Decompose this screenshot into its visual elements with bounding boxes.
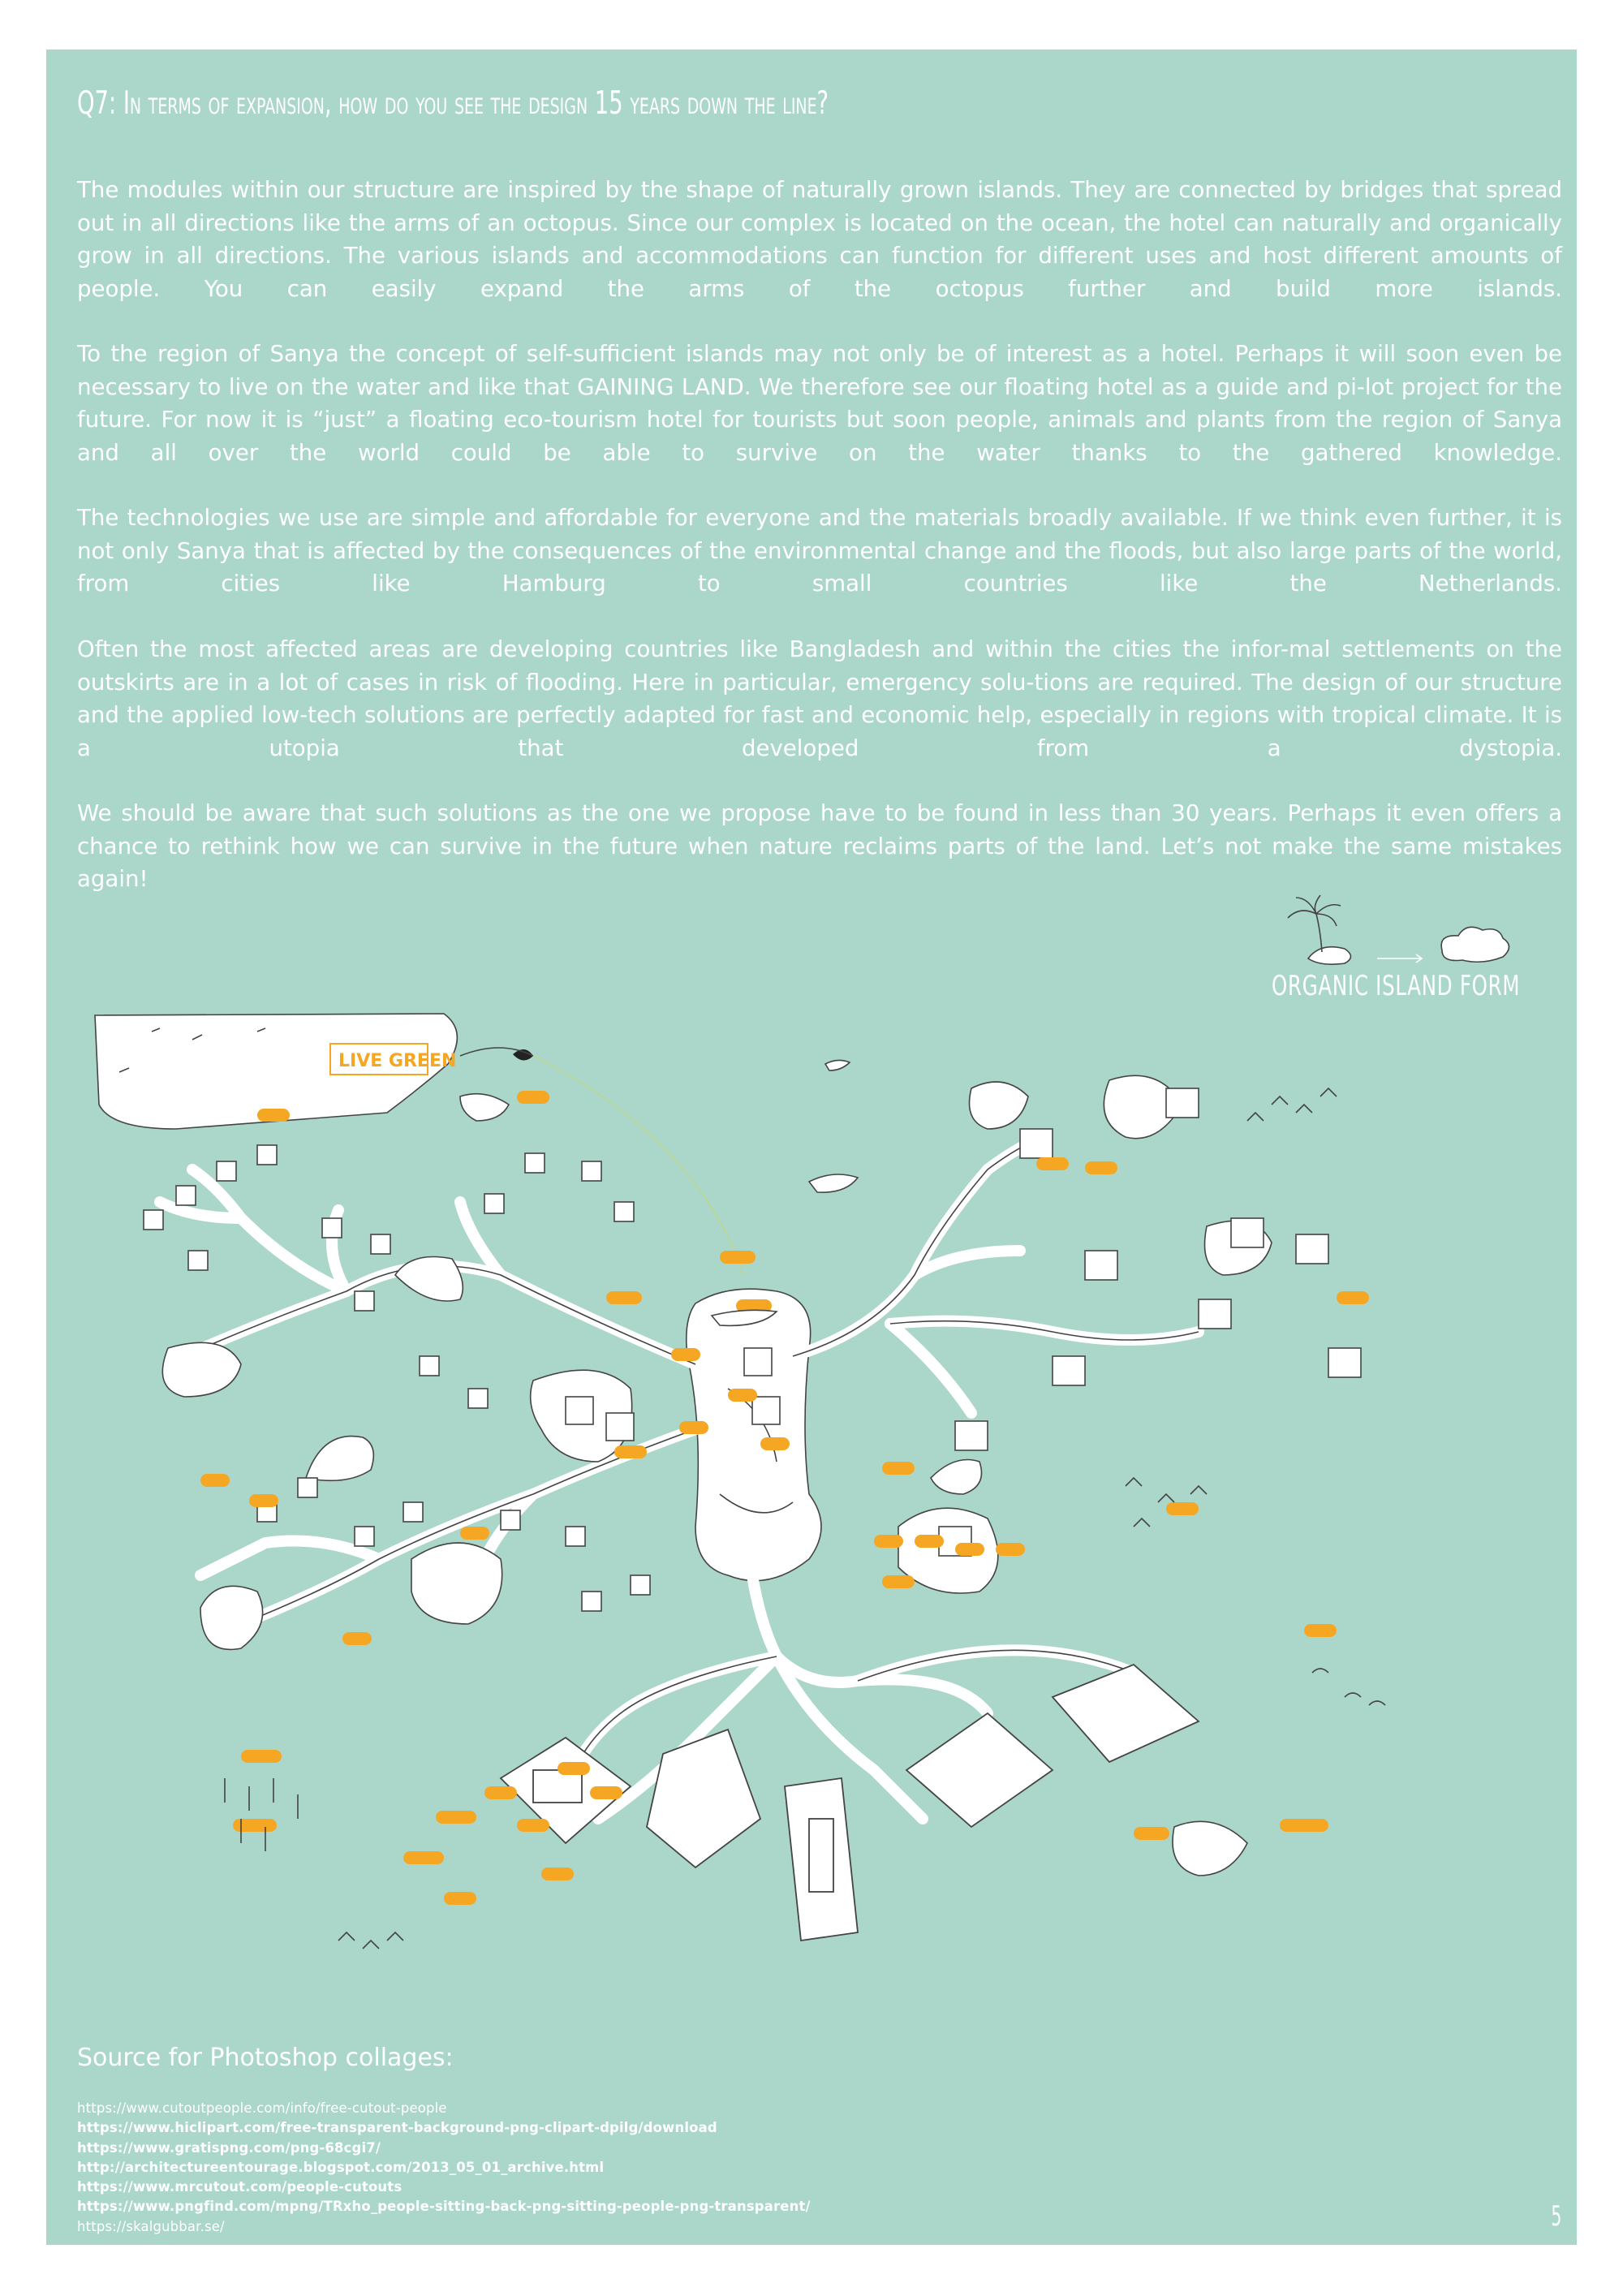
paragraph-1: The modules within our structure are inspired by the shape of naturally grown islands. They are connected by bridges that spread out in all directions like the arms of an octopus. Since our complex is located on the ocean, the hotel can naturally and organically grow in all directions. The various islands and accommodations can function for different uses and host different amounts of people. You can easily expand the arms of the octopus further and build more islands. [77,176,1562,302]
diagram-caption: ORGANIC ISLAND FORM [1272,970,1521,1002]
organic-shape-icon [1441,927,1509,962]
source-link[interactable]: https://www.mrcutout.com/people-cutouts [77,2179,403,2195]
paragraph-3: The technologies we use are simple and affordable for everyone and the materials broadly available. If we think even further, it is not only Sanya that is affected by the consequences of the environmental change and the floods, but also large parts of the world, from cities like Hamburg to small countries like the Netherlands. [77,504,1562,597]
page-panel [46,50,1577,2245]
paragraph-2: To the region of Sanya the concept of self-sufficient islands may not only be of interest as a hotel. Perhaps it will soon even be necessary to live on the water and like that GAINING LAND. We therefore see our floating hotel as a guide and pi-lot project for the future. For now it is “just” a floating eco-tourism hotel for tourists but soon people, animals and plants from the region of Sanya and all over the world could be able to survive on the water thanks to the gathered knowledge. [77,340,1562,466]
arrow-icon [1377,954,1422,963]
island-form-diagram [1264,885,1572,975]
source-links [77,2099,811,2237]
palm-island-icon [1288,895,1351,964]
masterplan-illustration [79,1007,1556,2038]
page-number: 5 [1551,2200,1562,2233]
source-link[interactable]: http://architectureentourage.blogspot.com/2013_05_01_archive.html [77,2159,605,2175]
question-heading: Q7: In terms of expansion, how do you see the design 15 years down the line? [77,85,829,122]
source-link[interactable]: https://www.cutoutpeople.com/info/free-cutout-people [77,2100,447,2116]
source-link[interactable]: https://www.gratispng.com/png-68cgi7/ [77,2139,381,2156]
paragraph-4: Often the most affected areas are developing countries like Bangladesh and within the cities the infor-mal settlements on the outskirts are in a lot of cases in risk of flooding. Here in particular, emergency solu-tions are required. The design of our structure and the applied low-tech solutions are perfectly adapted for fast and economic help, especially in regions with tropical climate. It is a utopia that developed from a dystopia. [77,635,1562,761]
svg-text:LIVE GREEN: LIVE GREEN [338,1051,457,1071]
boats [712,1060,858,1325]
source-title: Source for Photoshop collages: [77,2044,454,2072]
source-link[interactable]: https://www.hiclipart.com/free-transparent-background-png-clipart-dpilg/download [77,2120,717,2136]
paragraph-5: We should be aware that such solutions as the one we propose have to be found in less than 30 years. Perhaps it even offers a chance to rethink how we can survive in the future when nature reclaims parts of the land. Let’s not make the same mistakes again! [77,799,1562,892]
row-house-modules [501,1665,1199,1941]
source-link[interactable]: https://skalgubbar.se/ [77,2218,225,2234]
central-island [687,1289,821,1581]
source-link[interactable]: https://www.pngfind.com/mpng/TRxho_people-sitting-back-png-sitting-people-png-transparent/ [77,2199,811,2215]
